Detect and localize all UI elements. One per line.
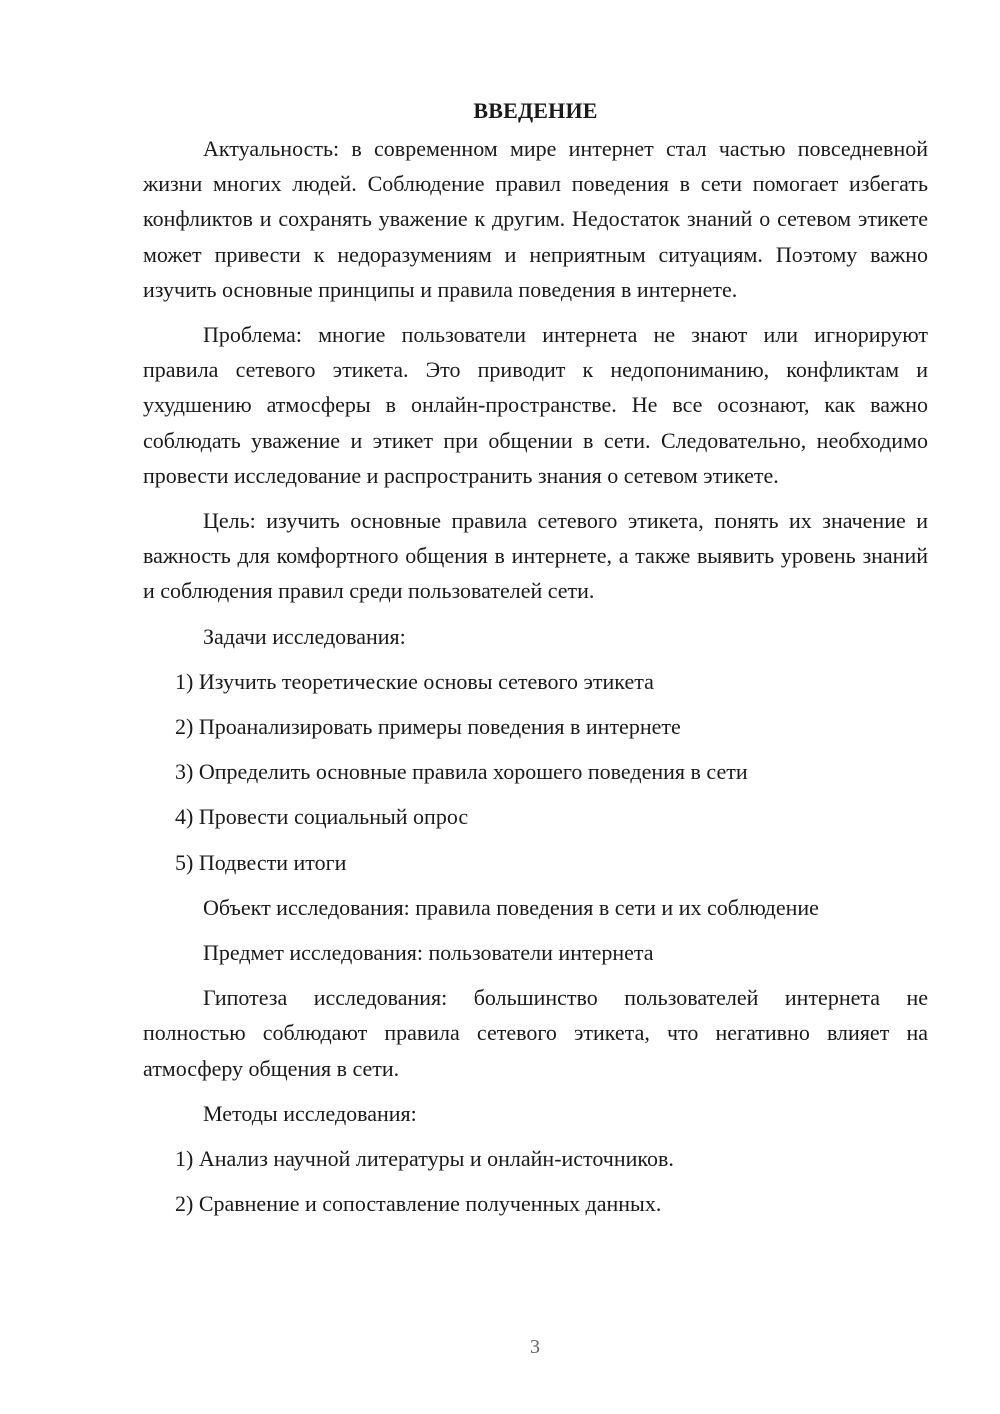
- research-object: Объект исследования: правила поведения в сети и их соблюдение: [203, 894, 819, 920]
- methods-heading: Методы исследования:: [203, 1100, 417, 1126]
- research-subject: Предмет исследования: пользователи интернета: [203, 940, 654, 966]
- task-item: 5) Подвести итоги: [175, 849, 347, 875]
- paragraph-hypothesis: Гипотеза исследования: большинство пользователей интернета не полностью соблюдают правила сетевого этикета, что негативно влияет на атмосферу общения в сети.: [143, 985, 928, 1081]
- paragraph-relevance: Актуальность: в современном мире интернет стал частью повседневной жизни многих людей. Соблюдение правил поведения в сети помогает избегать конфликтов и сохранять уважение к другим. Недостаток знаний о сетевом этикете может привести к недоразумениям и неприятным ситуациям. Поэтому важно изучить основные принципы и правила поведения в интернете.: [143, 136, 928, 302]
- task-item: 2) Проанализировать примеры поведения в интернете: [175, 714, 681, 740]
- page-number: 3: [530, 1336, 540, 1358]
- paragraph-problem: Проблема: многие пользователи интернета не знают или игнорируют правила сетевого этикета. Это приводит к недопониманию, конфликтам и ухудшению атмосферы в онлайн-пространстве. Не все осознают, как важно соблюдать уважение и этикет при общении в сети. Следовательно, необходимо провести исследование и распространить знания о сетевом этикете.: [143, 322, 928, 488]
- section-title: ВВЕДЕНИЕ: [473, 98, 598, 123]
- document-page: [143, 93, 928, 1231]
- method-item: 1) Анализ научной литературы и онлайн-источников.: [175, 1146, 674, 1172]
- task-item: 3) Определить основные правила хорошего поведения в сети: [175, 759, 748, 785]
- task-item: 1) Изучить теоретические основы сетевого этикета: [175, 668, 654, 694]
- method-item: 2) Сравнение и сопоставление полученных данных.: [175, 1191, 662, 1217]
- paragraph-goal: Цель: изучить основные правила сетевого этикета, понять их значение и важность для комфортного общения в интернете, а также выявить уровень знаний и соблюдения правил среди пользователей сети.: [143, 508, 928, 604]
- tasks-heading: Задачи исследования:: [203, 623, 406, 649]
- task-item: 4) Провести социальный опрос: [175, 804, 469, 830]
